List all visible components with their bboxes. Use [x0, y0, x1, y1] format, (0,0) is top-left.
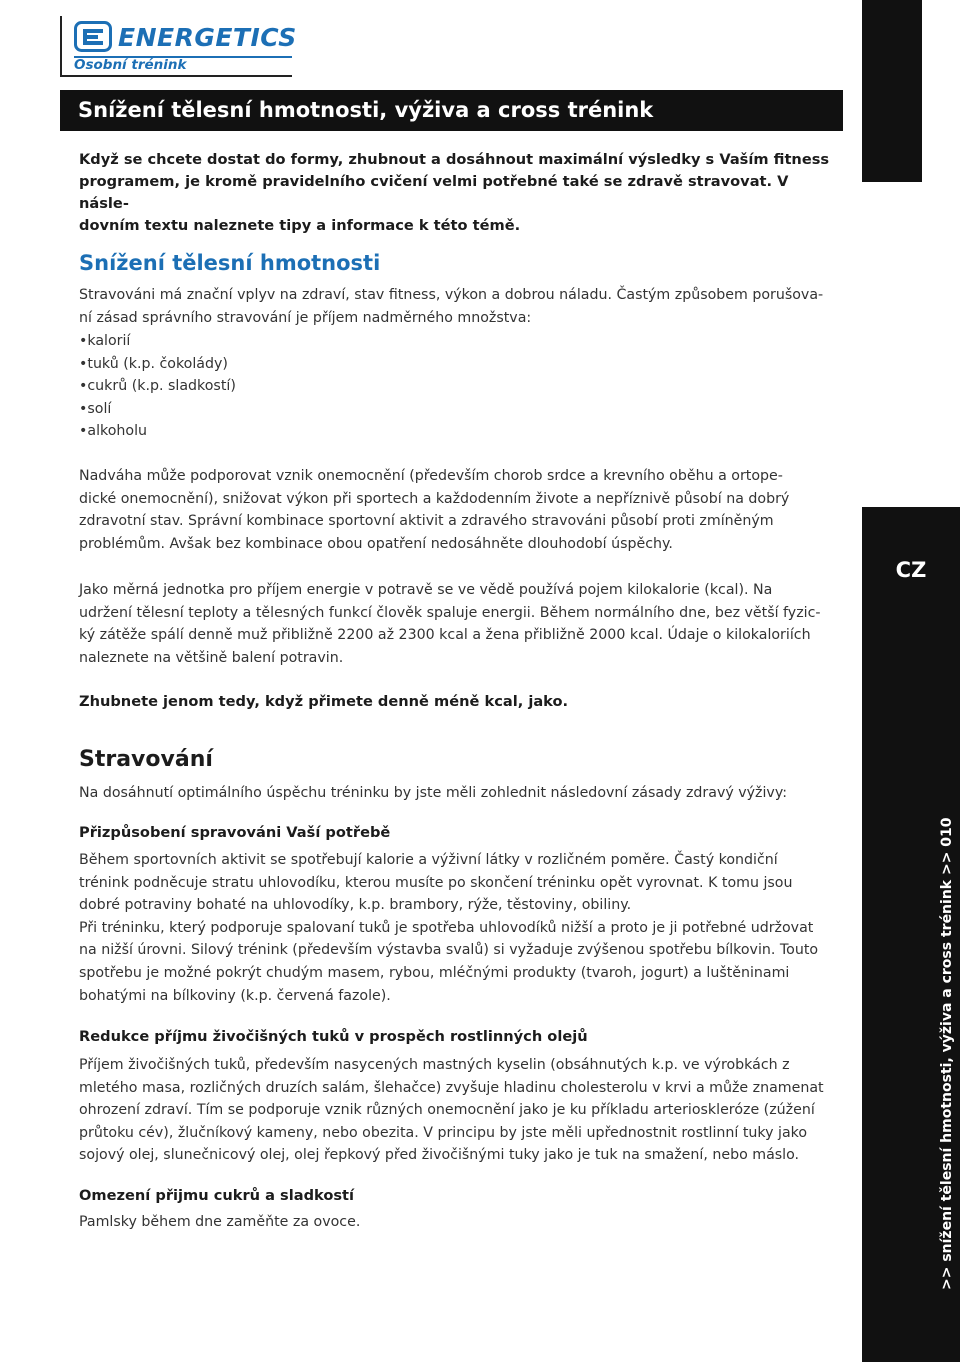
text-line: ký zátěže spálí denně muž přibližně 2200 až 2300 kcal a žena přibližně 2000 kcal. Údaje o kilokaloriích [79, 627, 811, 644]
section1-paragraph-1 [79, 284, 839, 329]
text-line: Při tréninku, který podporuje spalovaní tuků je spotřeba uhlovodíků nižší a proto je ji potřebné udržovat [79, 919, 814, 936]
brand-name: ENERGETICS [118, 23, 297, 52]
sub2-paragraph [79, 1054, 839, 1167]
brand-subtitle: Osobní trénink [74, 57, 187, 73]
text-line: ní zásad správního stravování je příjem nadměrného množstva: [79, 309, 532, 326]
text-line: Nadváha může podporovat vznik onemocnění (především chorob srdce a krevního oběhu a ortope- [79, 468, 783, 484]
brand-logo [60, 16, 297, 76]
text-line: mletého masa, rozličných druzích salám, šlehačce) zvyšuje hladinu cholesterolu v krvi a může znamenat [79, 1079, 824, 1096]
text-line: na nižší úrovni. Silový trénink (především výstavba svalů) si vyžaduje zvýšenou spotřebu bílkovin. Touto [79, 942, 819, 959]
list-item: • kalorií [79, 330, 839, 353]
list-item: • solí [79, 398, 839, 421]
text-line: bohatými na bílkoviny (k.p. červená fazole). [79, 987, 391, 1004]
logo-frame-bottom [60, 75, 292, 77]
text-line: trénink podněcuje stratu uhlovodíku, kterou musíte po skončení tréninku opět vyrovnat. K tomu jsou [79, 874, 793, 891]
text-line: Jako měrná jednotka pro příjem energie v potravě se ve vědě používá pojem kilokalorie (kcal). Na [79, 582, 773, 598]
language-label: CZ [895, 558, 927, 582]
section-heading-weight-loss: Snížení tělesní hmotnosti [79, 251, 381, 275]
text-line: Stravováni má znační vplyv na zdraví, stav fitness, výkon a dobrou náladu. Častým způsobem porušova- [79, 287, 824, 303]
text-line: problémům. Avšak bez kombinace obou opatření nedosáhněte dlouhodobí úspěchy. [79, 535, 673, 552]
text-line: průtoku cév), žlučníkový kameny, nebo obezita. V principu by jste měli upřednostnit rostlinní tuky jako [79, 1124, 808, 1141]
text-line: zdravotní stav. Správní kombinace sportovní aktivit a zdravého stravováni působí proti zmíněným [79, 513, 774, 530]
section1-paragraph-3 [79, 579, 839, 669]
intro-line: dovním textu naleznete tipy a informace k této témě. [79, 217, 521, 234]
subheading-reduce-fats: Redukce příjmu živočišných tuků v prospěch rostlinných olejů [79, 1028, 588, 1045]
energetics-logo-icon [74, 21, 112, 52]
page-title: Snížení tělesní hmotnosti, výživa a cross trénink [78, 98, 654, 122]
sidebar-vertical-caption: >> snížení tělesní hmotnosti, výživa a cross trénink >> 010 [939, 817, 955, 1290]
intro-line: Když se chcete dostat do formy, zhubnout a dosáhnout maximální výsledky s Vaším fitness [79, 151, 830, 168]
sub1-paragraph [79, 849, 839, 1007]
text-line: Během sportovních aktivit se spotřebují kalorie a výživní látky v rozličném poměre. Častý kondiční [79, 852, 778, 868]
text-line: ohrození zdraví. Tím se podporuje vznik různých onemocnění jako je ku příkladu arterioskleróze (zúžení [79, 1102, 815, 1119]
list-item: • cukrů (k.p. sladkostí) [79, 375, 839, 398]
text-line: Příjem živočišných tuků, především nasycených mastných kyselin (obsáhnutých k.p. ve výrobkách z [79, 1057, 790, 1073]
text-line: udržení tělesní teploty a tělesných funkcí člověk spaluje energii. Během normálního dne, bez větší fyzic- [79, 604, 821, 621]
excess-intake-list [79, 330, 839, 443]
text-line: naleznete na většině balení potravin. [79, 649, 344, 666]
sub3-paragraph [79, 1211, 839, 1234]
sidebar-top-block [862, 0, 922, 182]
list-item: • tuků (k.p. čokolády) [79, 353, 839, 376]
subheading-limit-sugars: Omezení přijmu cukrů a sladkostí [79, 1187, 355, 1204]
section2-intro: Na dosáhnutí optimálního úspěchu tréninku by jste měli zohlednit následovní zásady zdravý výživy: [79, 785, 787, 801]
text-line: dické onemocnění), snižovat výkon při sportech a každodenním živote a nepříznivě působí na dobrý [79, 490, 790, 507]
list-item: • alkoholu [79, 420, 839, 443]
title-bar [60, 90, 843, 131]
section1-paragraph-2 [79, 465, 839, 555]
text-line: sojový olej, slunečnicový olej, olej řepkový před živočišnými tuky jako je tuk na smažení, nebo máslo. [79, 1147, 800, 1164]
intro-line: programem, je kromě pravidelního cvičení velmi potřebné také se zdravě stravovat. V násle- [79, 173, 789, 212]
emphasis-statement: Zhubnete jenom tedy, když přimete denně méně kcal, jako. [79, 693, 569, 710]
logo-frame-left [60, 16, 62, 76]
intro-paragraph [79, 149, 839, 237]
text-line: spotřebu je možné pokrýt chudým masem, rybou, mléčnými produkty (tvaroh, jogurt) a luštěninami [79, 964, 790, 981]
text-line: Pamlsky během dne zaměňte za ovoce. [79, 1214, 361, 1230]
subheading-adapt-diet: Přizpůsobení spravováni Vaší potřebě [79, 824, 391, 841]
text-line: dobré potraviny bohaté na uhlovodíky, k.p. brambory, rýže, těstoviny, obiliny. [79, 897, 632, 914]
section-heading-nutrition: Stravování [79, 747, 213, 772]
